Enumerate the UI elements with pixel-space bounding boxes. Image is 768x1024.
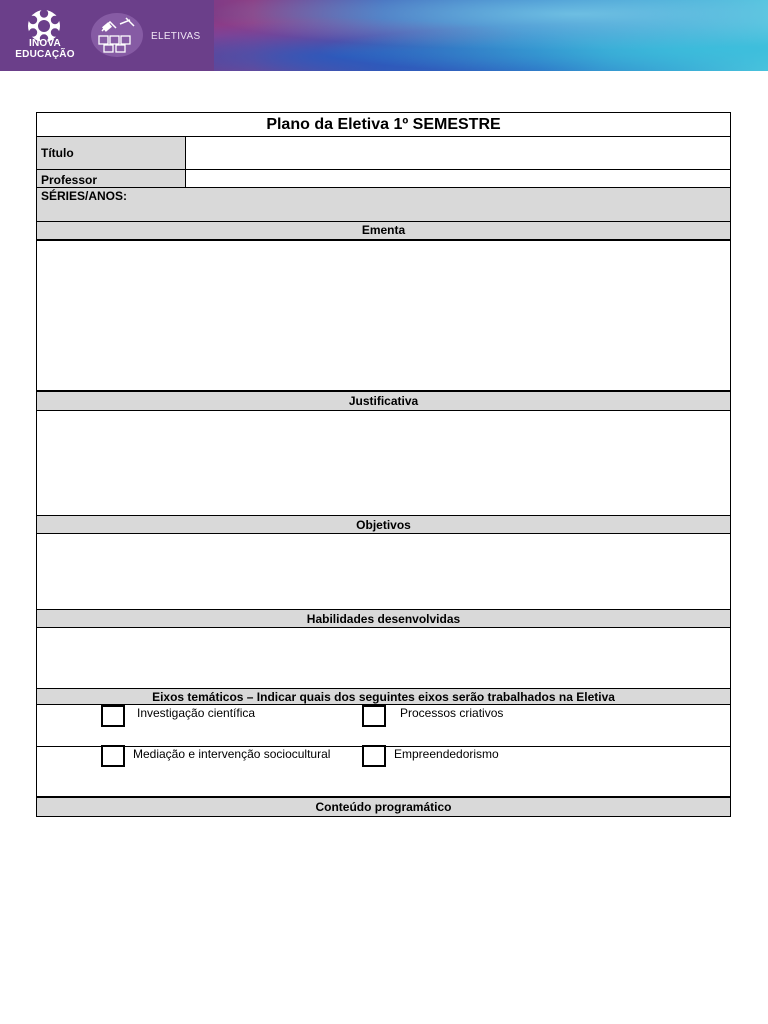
ementa-header: Ementa [37, 222, 730, 241]
logo-line-2: EDUCAÇÃO [15, 49, 75, 60]
ementa-field[interactable] [37, 241, 730, 392]
form-title [37, 113, 730, 137]
logo-line-1: INOVA [29, 38, 61, 49]
eixos-row-1 [37, 705, 730, 747]
form-title-suffix: SEMESTRE [408, 116, 501, 133]
eixos-row-2 [37, 747, 730, 798]
titulo-row [37, 137, 730, 170]
conteudo-programatico-header: Conteúdo programático [37, 798, 730, 816]
habilidades-header: Habilidades desenvolvidas [37, 610, 730, 628]
processos-criativos-label: Processos criativos [400, 706, 504, 720]
titulo-field[interactable] [186, 137, 730, 169]
header-brand-panel [0, 0, 214, 71]
processos-criativos-checkbox[interactable] [362, 705, 386, 727]
eixos-header: Eixos temáticos – Indicar quais dos seguintes eixos serão trabalhados na Eletiva [37, 689, 730, 705]
inova-educacao-logo-text [14, 38, 76, 60]
investigacao-cientifica-label: Investigação científica [137, 706, 256, 720]
objetivos-header: Objetivos [37, 516, 730, 534]
eletivas-label: ELETIVAS [151, 31, 201, 42]
justificativa-field[interactable] [37, 411, 730, 516]
professor-field[interactable] [186, 170, 730, 187]
titulo-label: Título [37, 137, 186, 169]
empreendedorismo-label: Empreendedorismo [394, 747, 499, 761]
header-banner [0, 0, 768, 71]
series-anos-label: SÉRIES/ANOS: [41, 189, 128, 203]
mediacao-intervencao-label: Mediação e intervenção sociocultural [133, 747, 331, 761]
mediacao-intervencao-checkbox[interactable] [101, 745, 125, 767]
eletivas-icon [90, 12, 144, 58]
form-title-prefix: Plano da Eletiva 1 [266, 116, 403, 133]
plano-eletiva-form [36, 112, 731, 817]
justificativa-header: Justificativa [37, 392, 730, 411]
habilidades-field[interactable] [37, 628, 730, 689]
objetivos-field[interactable] [37, 534, 730, 610]
investigacao-cientifica-checkbox[interactable] [101, 705, 125, 727]
series-anos-field[interactable] [37, 188, 730, 222]
professor-label: Professor [37, 170, 186, 187]
empreendedorismo-checkbox[interactable] [362, 745, 386, 767]
professor-row [37, 170, 730, 188]
form-title-ordinal: º [402, 116, 409, 133]
